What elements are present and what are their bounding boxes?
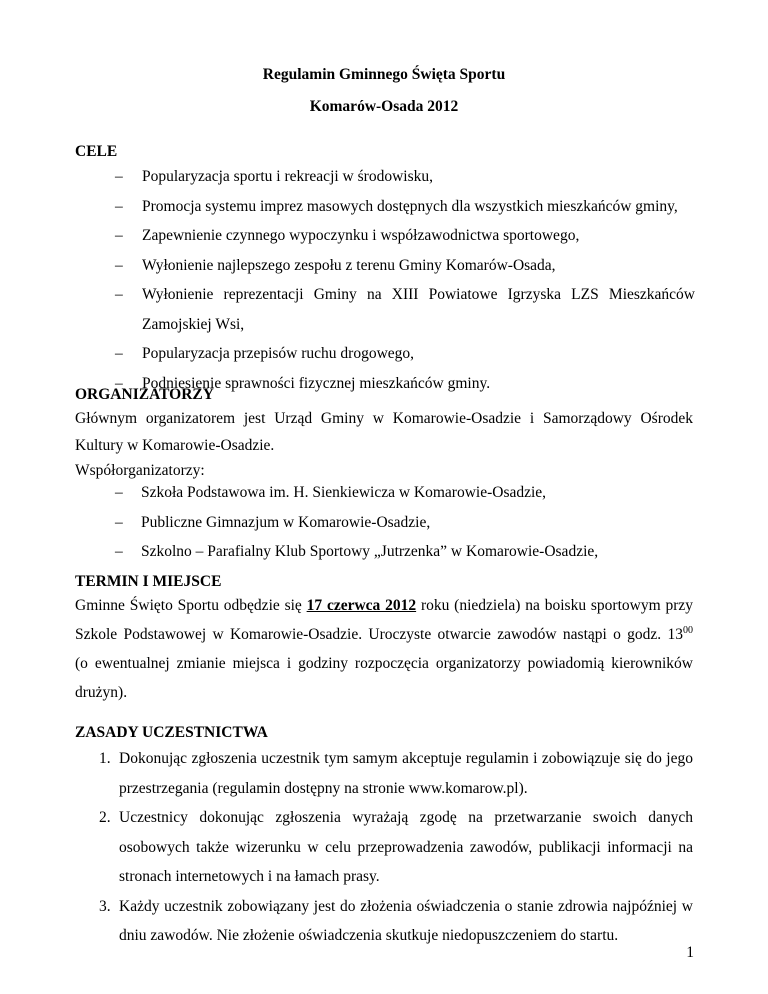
event-date: 17 czerwca 2012 [306, 597, 417, 614]
list-item: – Promocja systemu imprez masowych dostępnych dla wszystkich mieszkańców gminy, [75, 192, 695, 222]
item-line: Dokonując zgłoszenia uczestnik tym samym akceptuje regulamin i zobowiązuje się do jego [119, 750, 693, 767]
item-line: dniu zawodów. Nie złożenie oświadczenia skutkuje niedopuszczeniem do startu. [119, 927, 619, 944]
item-number: 2. [99, 809, 111, 826]
list-item: – Publiczne Gimnazjum w Komarowie-Osadzie, [75, 508, 695, 538]
list-item: – Zapewnienie czynnego wypoczynku i współzawodnictwa sportowego, [75, 221, 695, 251]
list-item: – Popularyzacja przepisów ruchu drogowego, [75, 339, 695, 369]
list-item [75, 892, 693, 951]
doc-title: Regulamin Gminnego Święta Sportu [262, 66, 506, 83]
termin-line-2 [75, 620, 693, 650]
section-heading-termin: TERMIN I MIEJSCE [75, 573, 222, 590]
organizatorzy-line-2: Kultury w Komarowie-Osadzie. [75, 437, 275, 454]
zasady-list [75, 744, 693, 951]
wspolorganizatorzy-list [75, 478, 695, 567]
section-heading-zasady: ZASADY UCZESTNICTWA [75, 724, 268, 741]
item-line: Każdy uczestnik zobowiązany jest do złożenia oświadczenia o stanie zdrowia najpóźniej w [119, 897, 693, 915]
list-item [75, 744, 693, 803]
item-line: Uczestnicy dokonując zgłoszenia wyrażają zgodę na przetwarzanie swoich danych [119, 809, 693, 826]
item-line: przestrzegania (regulamin dostępny na stronie www.komarow.pl). [119, 779, 528, 797]
item-number: 1. [99, 750, 111, 767]
termin-text: Gminne Święto Sportu odbędzie się [75, 597, 307, 614]
time-minutes: 00 [683, 624, 693, 636]
list-item: – Wyłonienie najlepszego zespołu z terenu Gminy Komarów-Osada, [75, 251, 695, 281]
item-number: 3. [99, 897, 111, 915]
list-item-continuation: Zamojskiej Wsi, [142, 315, 245, 333]
section-heading-organizatorzy: ORGANIZATORZY [75, 386, 214, 403]
list-item: – Szkoła Podstawowa im. H. Sienkiewicza w Komarowie-Osadzie, [75, 478, 695, 508]
termin-line-4: drużyn). [75, 684, 128, 701]
list-item [75, 803, 693, 892]
cele-list [75, 162, 695, 398]
item-line: osobowych także wizerunku w celu przeprowadzenia zawodów, publikacji informacji na [119, 838, 693, 856]
organizatorzy-line-1: Głównym organizatorem jest Urząd Gminy w Komarowie-Osadzie i Samorządowy Ośrodek [75, 410, 693, 427]
doc-subtitle: Komarów-Osada 2012 [309, 98, 459, 115]
list-item: – Szkolno – Parafialny Klub Sportowy „Jutrzenka” w Komarowie-Osadzie, [75, 537, 695, 567]
list-item: – Podniesienie sprawności fizycznej mieszkańców gminy. [75, 369, 695, 399]
list-item: – Wyłonienie reprezentacji Gminy na XIII Powiatowe Igrzyska LZS Mieszkańców [75, 280, 695, 310]
termin-line-3: (o ewentualnej zmianie miejsca i godziny rozpoczęcia organizatorzy powiadomią kierowników [75, 655, 693, 672]
wspolorganizatorzy-label: Współorganizatorzy: [75, 462, 205, 479]
termin-line-1 [75, 591, 693, 621]
item-line: stronach internetowych i na łamach prasy. [119, 868, 380, 885]
termin-text: Szkole Podstawowej w Komarowie-Osadzie. Uroczyste otwarcie zawodów nastąpi o godz. 13 [75, 626, 683, 643]
list-item: – Popularyzacja sportu i rekreacji w środowisku, [75, 162, 695, 192]
page-number: 1 [686, 944, 694, 961]
termin-text: roku (niedziela) na boisku sportowym przy [416, 597, 694, 614]
section-heading-cele: CELE [75, 143, 118, 160]
